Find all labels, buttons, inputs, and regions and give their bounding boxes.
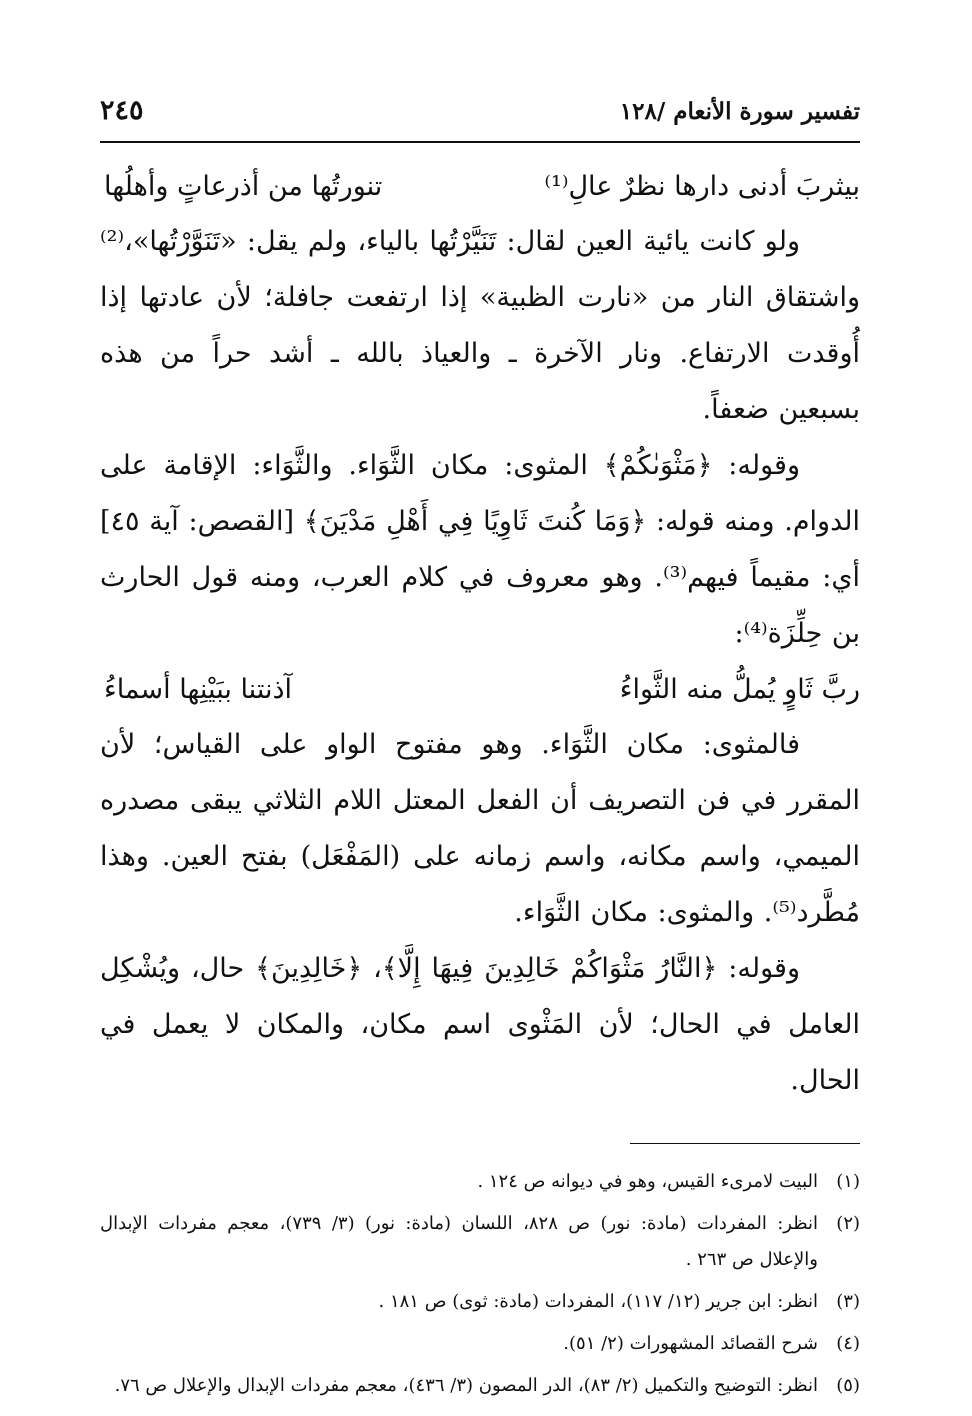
footnote-text: شرح القصائد المشهورات (٢/ ٥١). bbox=[563, 1333, 818, 1354]
footnote-text: البيت لامرىء القيس، وهو في ديوانه ص ١٢٤ . bbox=[477, 1171, 818, 1192]
footnote-3 bbox=[100, 1284, 860, 1320]
page-header bbox=[100, 95, 860, 143]
footnote-text: انظر: المفردات (مادة: نور) ص ٨٢٨، اللسان (مادة: نور) (٣/ ٧٣٩)، معجم مفردات الإبدال والإعلال ص ٢٦٣ . bbox=[100, 1213, 819, 1270]
footnote-text: انظر: التوضيح والتكميل (٢/ ٨٣)، الدر المصون (٣/ ٤٣٦)، معجم مفردات الإبدال والإعلال ص ٧٦. bbox=[114, 1375, 818, 1396]
paragraph-2: وقوله: ﴿مَثْوَىٰكُمْ﴾ المثوى: مكان الثَّوَاء. والثَّوَاء: الإقامة على الدوام. ومنه قوله: ﴿وَمَا كُنتَ ثَاوِيًا فِي أَهْلِ مَدْيَنَ﴾ [القصص: آية ٤٥] أي: مقيماً فيهم⁽³⁾. وهو معروف في كلام العرب، ومنه قول الحارث بن حِلِّزَة⁽⁴⁾: bbox=[100, 450, 861, 649]
paragraph-3: فالمثوى: مكان الثَّوَاء. وهو مفتوح الواو على القياس؛ لأن المقرر في فن التصريف أن الفعل المعتل اللام الثلاثي يبقى مصدره الميمي، واسم مكانه، واسم زمانه على (المَفْعَل) بفتح العين. وهذا مُطَّرد⁽⁵⁾. والمثوى: مكان الثَّوَاء. bbox=[100, 729, 860, 928]
paragraph-4: وقوله: ﴿النَّارُ مَثْوَاكُمْ خَالِدِينَ فِيهَا إِلَّا﴾، ﴿خَالِدِينَ﴾ حال، ويُشْكِل العامل في الحال؛ لأن المَثْوى اسم مكان، والمكان لا يعمل في الحال. bbox=[100, 953, 860, 1096]
footnotes bbox=[100, 1164, 860, 1404]
verse-1-first-hemistich: بيثربَ أدنى دارها نظرٌ عالِ⁽¹⁾ bbox=[544, 171, 860, 202]
footnote-number: (٤) bbox=[836, 1333, 860, 1354]
footnote-number: (٣) bbox=[836, 1291, 860, 1312]
main-text bbox=[100, 159, 860, 1109]
verse-2-second-hemistich: آذنتنا ببَيْنِها أسماءُ bbox=[104, 674, 293, 705]
footnote-number: (٥) bbox=[836, 1375, 860, 1396]
footnote-1 bbox=[100, 1164, 860, 1200]
verse-1-second-hemistich: تنورتُها من أذرعاتٍ وأهلُها bbox=[104, 171, 383, 202]
page-number: ٢٤٥ bbox=[100, 95, 144, 126]
footnote-4 bbox=[100, 1326, 860, 1362]
running-title: تفسير سورة الأنعام /١٢٨ bbox=[619, 98, 860, 125]
verse-2-first-hemistich: ربَّ ثَاوٍ يُملُّ منه الثَّواءُ bbox=[619, 674, 860, 705]
footnote-number: (١) bbox=[836, 1171, 860, 1192]
book-page bbox=[100, 95, 860, 1410]
footnote-separator bbox=[630, 1143, 860, 1144]
footnote-text: انظر: ابن جرير (١٢/ ١١٧)، المفردات (مادة: ثوى) ص ١٨١ . bbox=[378, 1291, 818, 1312]
footnote-2 bbox=[100, 1206, 860, 1278]
paragraph-1: ولو كانت يائية العين لقال: تَنَيَّرْتُها بالياء، ولم يقل: «تَنَوَّرْتُها»،⁽²⁾ واشتقاق النار من «نارت الظبية» إذا ارتفعت جافلة؛ لأن عادتها إذا أُوقدت الارتفاع. ونار الآخرة ـ والعياذ بالله ـ أشد حراً من هذه بسبعين ضعفاً. bbox=[100, 226, 860, 425]
footnote-5 bbox=[100, 1368, 860, 1404]
poetry-verse-1 bbox=[100, 159, 860, 214]
poetry-verse-2 bbox=[100, 662, 860, 717]
footnote-number: (٢) bbox=[836, 1213, 861, 1234]
